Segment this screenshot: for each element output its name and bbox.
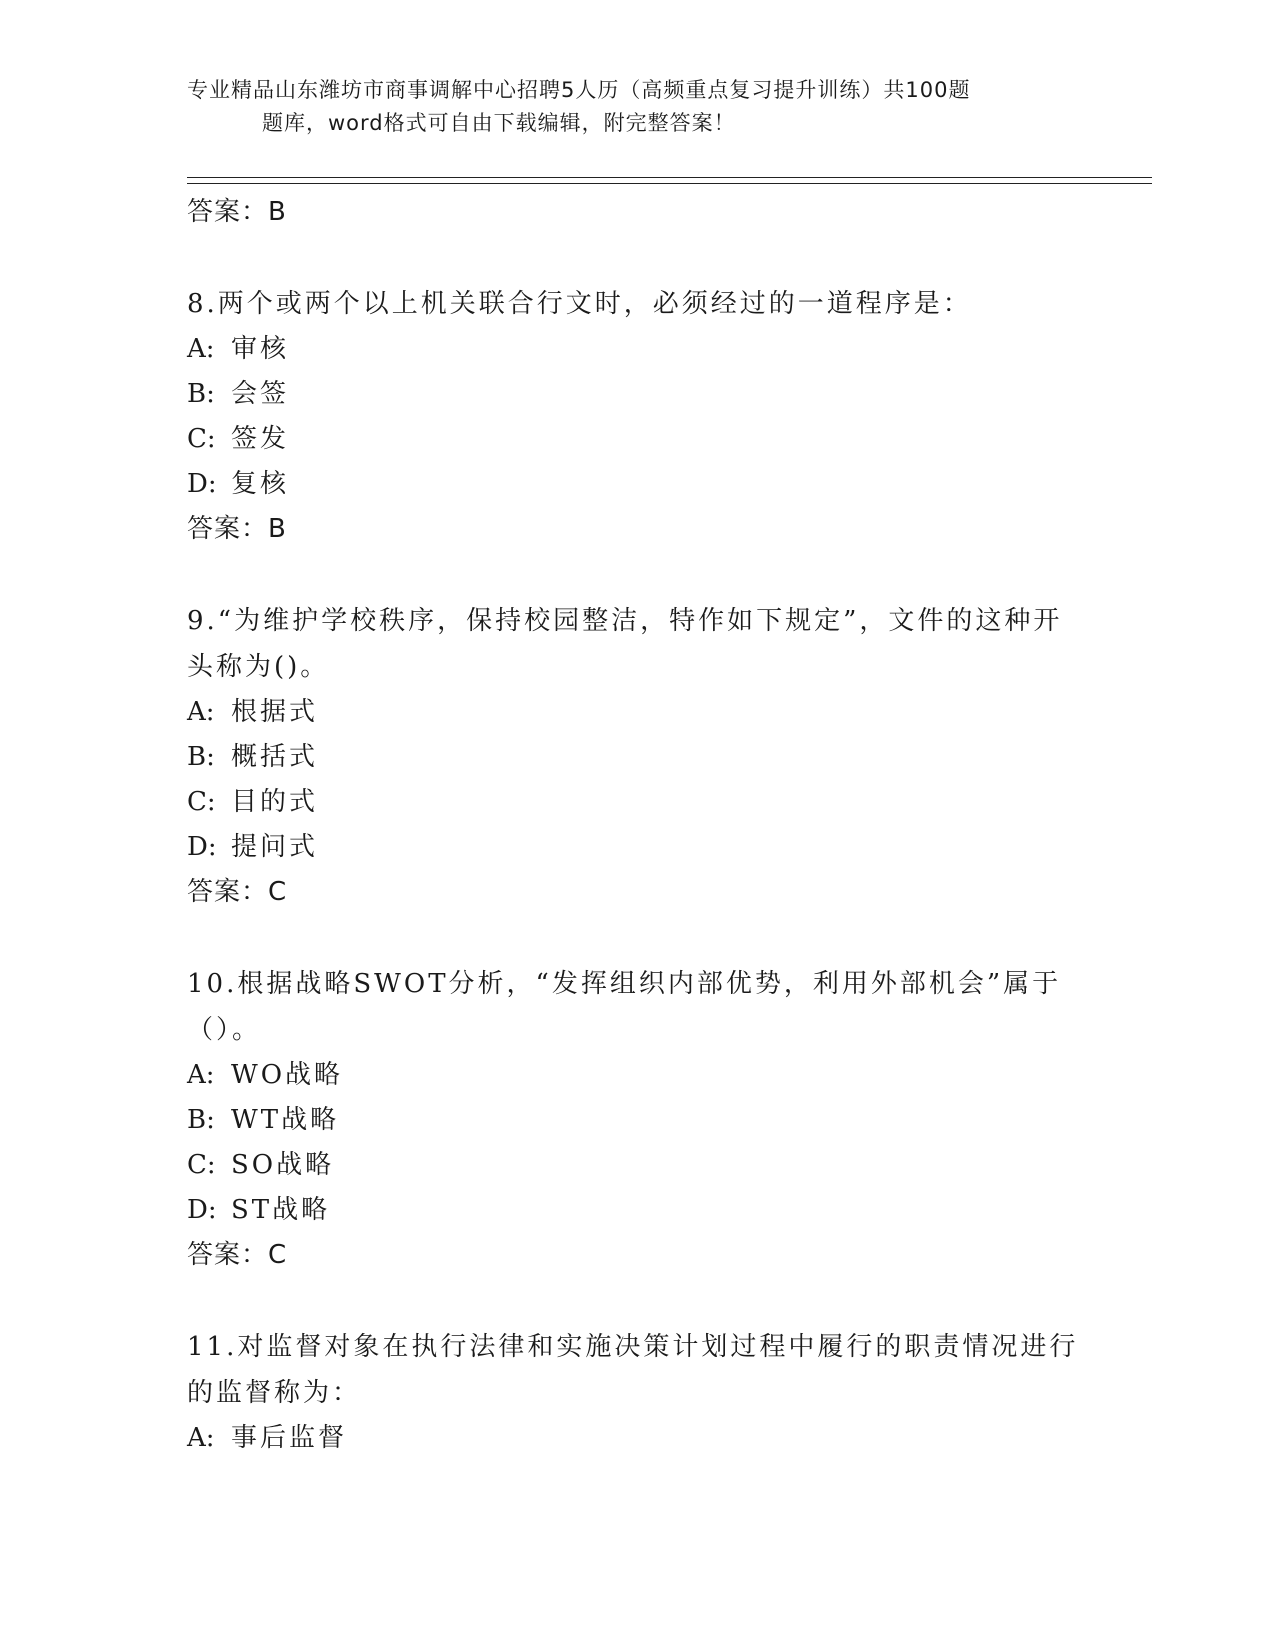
header-line-1: 专业精品山东潍坊市商事调解中心招聘5人历（高频重点复习提升训练）共100题: [187, 78, 971, 102]
answer: 答案：C: [187, 1240, 288, 1270]
option-text: 根据式: [231, 697, 319, 727]
option-text: 事后监督: [231, 1423, 348, 1453]
question-10: [187, 961, 1087, 1277]
option-label: A:: [187, 1060, 215, 1090]
option-label: B:: [187, 742, 215, 772]
option-label: A:: [187, 1423, 215, 1453]
header-line-2: 题库，word格式可自由下载编辑，附完整答案！: [262, 111, 736, 135]
answer-previous: 答案：B: [187, 197, 287, 227]
option-a: [187, 327, 1087, 372]
option-label: D:: [187, 1195, 217, 1225]
option-label: A:: [187, 697, 215, 727]
question-9: [187, 598, 1087, 914]
option-text: 提问式: [231, 832, 319, 862]
option-b: [187, 1098, 1087, 1143]
option-label: B:: [187, 379, 215, 409]
option-text: 审核: [231, 334, 290, 364]
option-text: 目的式: [231, 787, 319, 817]
question-stem: 11.对监督对象在执行法律和实施决策计划过程中履行的职责情况进行的监督称为：: [187, 1332, 1079, 1408]
option-d: [187, 1188, 1087, 1233]
answer: 答案：C: [187, 877, 288, 907]
question-11: [187, 1324, 1087, 1461]
option-d: [187, 825, 1087, 870]
header-rule-bottom: [187, 183, 1152, 184]
answer: 答案：B: [187, 514, 287, 544]
option-label: C:: [187, 787, 216, 817]
option-text: ST战略: [231, 1195, 331, 1225]
option-b: [187, 372, 1087, 417]
header-rule-top: [187, 177, 1152, 178]
option-text: WO战略: [231, 1060, 344, 1090]
question-8: [187, 281, 1087, 551]
option-a: [187, 1053, 1087, 1098]
option-c: [187, 417, 1087, 462]
option-label: C:: [187, 424, 216, 454]
option-c: [187, 1143, 1087, 1188]
option-label: A:: [187, 334, 215, 364]
question-stem: 9.“为维护学校秩序，保持校园整洁，特作如下规定”，文件的这种开头称为()。: [187, 606, 1063, 682]
option-c: [187, 780, 1087, 825]
option-b: [187, 735, 1087, 780]
option-label: B:: [187, 1105, 215, 1135]
option-text: 会签: [231, 379, 290, 409]
question-list: [187, 190, 1087, 1461]
option-label: C:: [187, 1150, 216, 1180]
option-text: 签发: [231, 424, 290, 454]
option-text: 概括式: [231, 742, 319, 772]
question-stem: 10.根据战略SWOT分析，“发挥组织内部优势，利用外部机会”属于（）。: [187, 969, 1062, 1045]
option-text: 复核: [231, 469, 290, 499]
option-text: WT战略: [231, 1105, 340, 1135]
option-label: D:: [187, 469, 217, 499]
question-stem: 8.两个或两个以上机关联合行文时，必须经过的一道程序是：: [187, 289, 972, 319]
option-text: SO战略: [231, 1150, 335, 1180]
option-a: [187, 690, 1087, 735]
option-label: D:: [187, 832, 217, 862]
document-header: [187, 74, 1087, 140]
option-a: [187, 1416, 1087, 1461]
option-d: [187, 462, 1087, 507]
